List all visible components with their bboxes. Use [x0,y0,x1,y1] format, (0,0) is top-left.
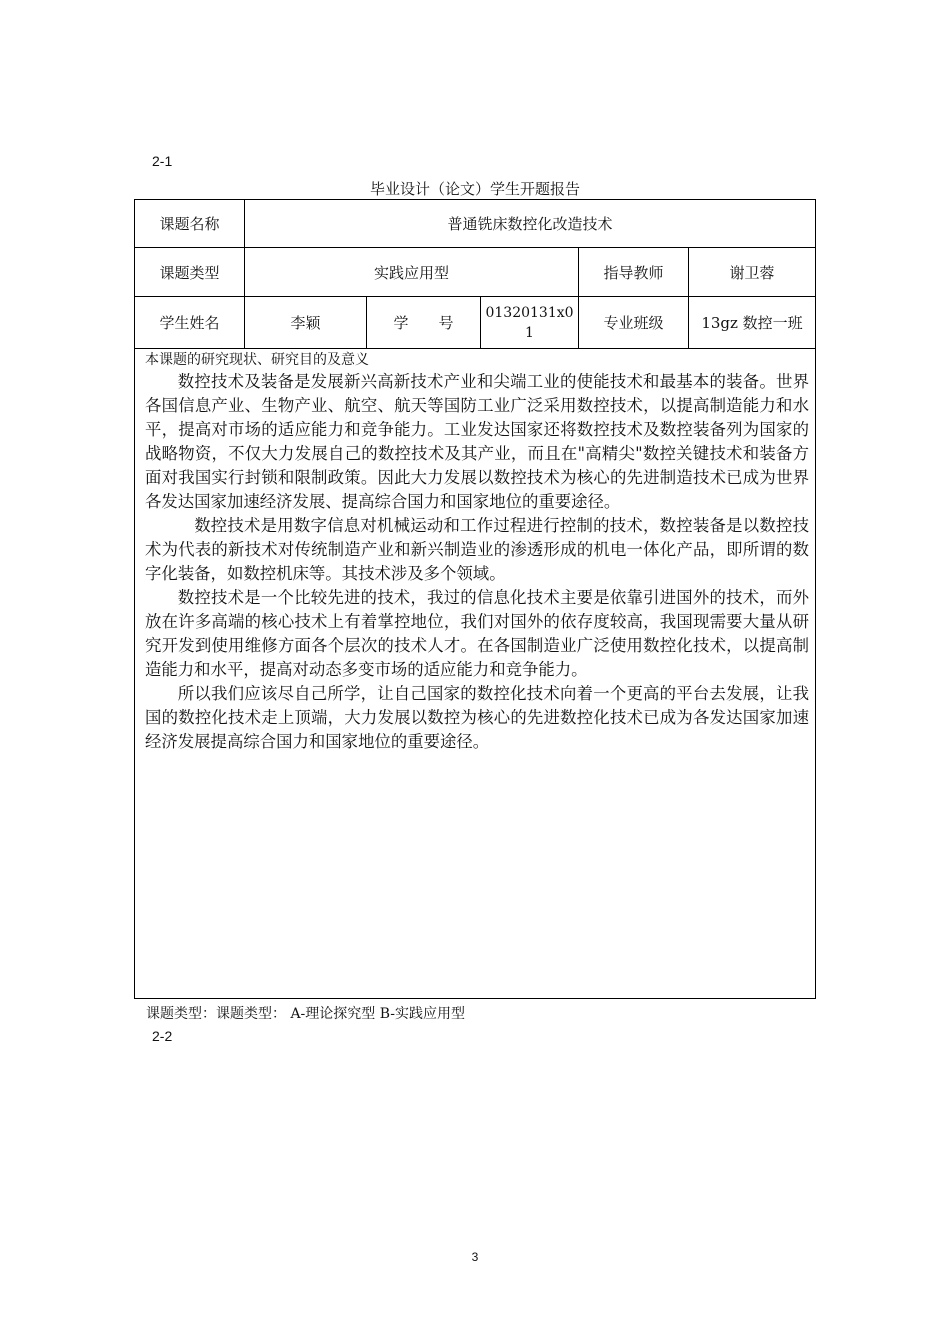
student-id-line-2: 1 [525,324,534,341]
student-id-value [481,297,578,348]
report-title: 毕业设计（论文）学生开题报告 [369,180,580,198]
student-name-value: 李颖 [290,314,321,332]
topic-type-label: 课题类型 [159,263,220,282]
section-heading: 本课题的研究现状、研究目的及意义 [145,352,369,368]
paragraph: 数控技术是一个比较先进的技术，我过的信息化技术主要是依靠引进国外的技术，而外放在许多高端的核心技术上有着掌控地位，我们对国外的依存度较高，我国现需要大量从研究开发到使用维修方面各个层次的技术人才。在各国制造业广泛使用数控化技术，以提高制造能力和水平，提高对动态多变市场的适应能力和竞争能力。 [145,588,809,679]
section-label: 2-2 [152,1028,173,1044]
student-id-line-1: 01320131x0 [485,304,574,321]
student-id-label: 学 号 [393,314,454,332]
advisor-value: 谢卫蓉 [729,263,775,282]
paragraph: 所以我们应该尽自己所学，让自己国家的数控化技术向着一个更高的平台去发展，让我国的数控化技术走上顶端，大力发展以数控为核心的先进数控化技术已成为各发达国家加速经济发展提高综合国力和国家地位的重要途径。 [145,684,809,751]
report-table [134,199,816,999]
topic-name-value: 普通铣床数控化改造技术 [447,215,613,233]
topic-type-value: 实践应用型 [373,263,449,282]
section-label: 2-1 [152,153,173,169]
page-number: 3 [471,1250,479,1264]
student-name-label: 学生姓名 [159,314,220,332]
topic-type-footnote: 课题类型：课题类型： A-理论探究型 B-实践应用型 [146,1006,466,1022]
paragraph: 数控技术是用数字信息对机械运动和工作过程进行控制的技术，数控装备是以数控技术为代表的新技术对传统制造产业和新兴制造业的渗透形成的机电一体化产品，即所谓的数字化装备，如数控机床等。其技术涉及多个领域。 [145,516,809,583]
row-divider [135,348,815,349]
advisor-label: 指导教师 [603,263,664,282]
topic-name-label: 课题名称 [159,215,220,233]
class-value: 13gz 数控一班 [701,314,803,332]
paragraph: 数控技术及装备是发展新兴高新技术产业和尖端工业的使能技术和最基本的装备。世界各国信息产业、生物产业、航空、航天等国防工业广泛采用数控技术，以提高制造能力和水平，提高对市场的适应能力和竞争能力。工业发达国家还将数控技术及数控装备列为国家的战略物资，不仅大力发展自己的数控技术及其产业，而且在"高精尖"数控关键技术和装备方面对我国实行封锁和限制政策。因此大力发展以数控技术为核心的先进制造技术已成为世界各发达国家加速经济发展、提高综合国力和国家地位的重要途径。 [145,372,809,511]
research-section [145,350,809,754]
class-label: 专业班级 [603,314,664,332]
